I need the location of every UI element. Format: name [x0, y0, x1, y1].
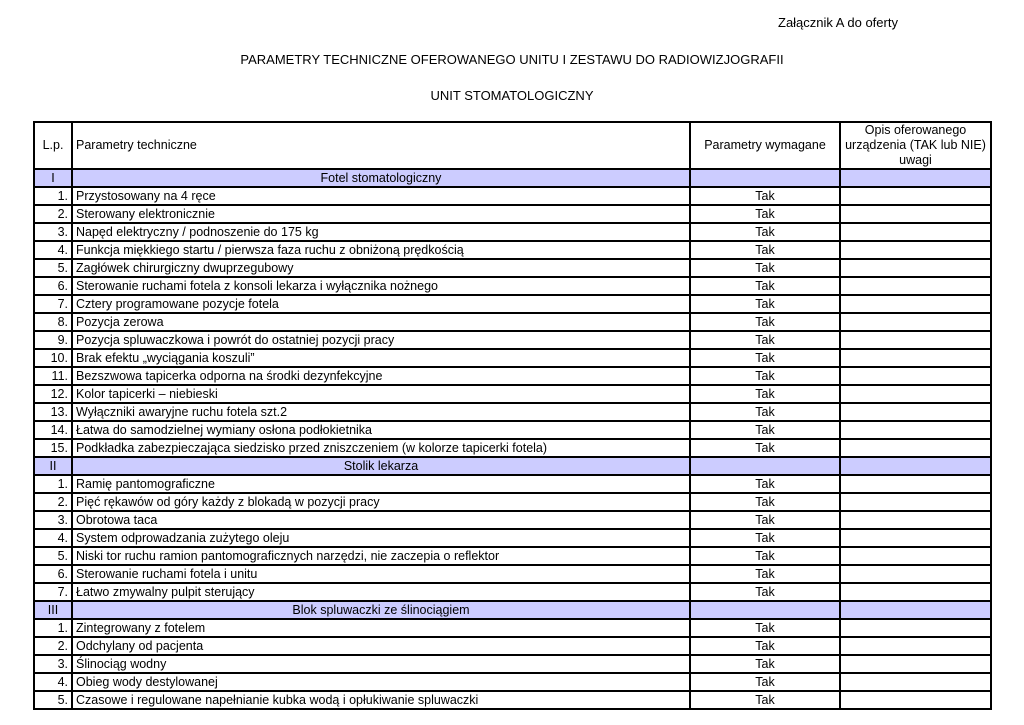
table-row — [34, 349, 991, 367]
column-header-required: Parametry wymagane — [690, 122, 840, 169]
parameter-cell: Obrotowa taca — [72, 511, 690, 529]
table-row — [34, 403, 991, 421]
table-row — [34, 439, 991, 457]
parameter-cell: Kolor tapicerki – niebieski — [72, 385, 690, 403]
section-offered-cell — [840, 169, 991, 187]
column-header-offered: Opis oferowanego urządzenia (TAK lub NIE) uwagi — [840, 122, 991, 169]
table-row — [34, 385, 991, 403]
row-number: 10. — [34, 349, 72, 367]
required-value-cell: Tak — [690, 619, 840, 637]
parameter-cell: Odchylany od pacjenta — [72, 637, 690, 655]
required-value-cell: Tak — [690, 223, 840, 241]
row-number: 6. — [34, 565, 72, 583]
table-row — [34, 331, 991, 349]
section-header-row — [34, 457, 991, 475]
offered-description-cell[interactable] — [840, 655, 991, 673]
required-value-cell: Tak — [690, 475, 840, 493]
row-number: 5. — [34, 547, 72, 565]
table-row — [34, 313, 991, 331]
required-value-cell: Tak — [690, 205, 840, 223]
row-number: 1. — [34, 187, 72, 205]
table-row — [34, 241, 991, 259]
parameter-cell: Sterowanie ruchami fotela z konsoli lekarza i wyłącznika nożnego — [72, 277, 690, 295]
required-value-cell: Tak — [690, 331, 840, 349]
column-header-lp: L.p. — [34, 122, 72, 169]
offered-description-cell[interactable] — [840, 511, 991, 529]
annex-label: Załącznik A do oferty — [778, 15, 898, 30]
required-value-cell: Tak — [690, 565, 840, 583]
parameter-cell: Zagłówek chirurgiczny dwuprzegubowy — [72, 259, 690, 277]
offered-description-cell[interactable] — [840, 223, 991, 241]
table-row — [34, 637, 991, 655]
offered-description-cell[interactable] — [840, 673, 991, 691]
column-header-params: Parametry techniczne — [72, 122, 690, 169]
parameter-cell: Funkcja miękkiego startu / pierwsza faza ruchu z obniżoną prędkością — [72, 241, 690, 259]
row-number: 3. — [34, 655, 72, 673]
offered-description-cell[interactable] — [840, 295, 991, 313]
parameter-cell: Obieg wody destylowanej — [72, 673, 690, 691]
offered-description-cell[interactable] — [840, 349, 991, 367]
table-row — [34, 223, 991, 241]
parameter-cell: Łatwa do samodzielnej wymiany osłona podłokietnika — [72, 421, 690, 439]
required-value-cell: Tak — [690, 241, 840, 259]
offered-description-cell[interactable] — [840, 421, 991, 439]
section-required-cell — [690, 169, 840, 187]
parameter-cell: System odprowadzania zużytego oleju — [72, 529, 690, 547]
parameter-cell: Przystosowany na 4 ręce — [72, 187, 690, 205]
table-row — [34, 583, 991, 601]
row-number: 9. — [34, 331, 72, 349]
table-row — [34, 259, 991, 277]
offered-description-cell[interactable] — [840, 529, 991, 547]
table-row — [34, 205, 991, 223]
offered-description-cell[interactable] — [840, 565, 991, 583]
section-title: Fotel stomatologiczny — [72, 169, 690, 187]
parameter-cell: Napęd elektryczny / podnoszenie do 175 kg — [72, 223, 690, 241]
table-row — [34, 277, 991, 295]
required-value-cell: Tak — [690, 295, 840, 313]
table-row — [34, 691, 991, 709]
table-body — [34, 169, 991, 709]
section-offered-cell — [840, 601, 991, 619]
row-number: 5. — [34, 691, 72, 709]
parameter-cell: Łatwo zmywalny pulpit sterujący — [72, 583, 690, 601]
parameter-cell: Bezszwowa tapicerka odporna na środki dezynfekcyjne — [72, 367, 690, 385]
section-number: II — [34, 457, 72, 475]
required-value-cell: Tak — [690, 385, 840, 403]
required-value-cell: Tak — [690, 511, 840, 529]
section-title: Blok spluwaczki ze ślinociągiem — [72, 601, 690, 619]
required-value-cell: Tak — [690, 655, 840, 673]
section-header-row — [34, 169, 991, 187]
offered-description-cell[interactable] — [840, 493, 991, 511]
section-required-cell — [690, 457, 840, 475]
parameter-cell: Sterowanie ruchami fotela i unitu — [72, 565, 690, 583]
required-value-cell: Tak — [690, 637, 840, 655]
offered-description-cell[interactable] — [840, 241, 991, 259]
row-number: 6. — [34, 277, 72, 295]
row-number: 2. — [34, 205, 72, 223]
row-number: 2. — [34, 637, 72, 655]
section-required-cell — [690, 601, 840, 619]
parameter-cell: Pozycja zerowa — [72, 313, 690, 331]
document-title: PARAMETRY TECHNICZNE OFEROWANEGO UNITU I ZESTAWU DO RADIOWIZJOGRAFII — [240, 52, 784, 67]
parameter-cell: Ślinociąg wodny — [72, 655, 690, 673]
required-value-cell: Tak — [690, 187, 840, 205]
offered-description-cell[interactable] — [840, 691, 991, 709]
required-value-cell: Tak — [690, 691, 840, 709]
offered-description-cell[interactable] — [840, 367, 991, 385]
row-number: 2. — [34, 493, 72, 511]
required-value-cell: Tak — [690, 277, 840, 295]
row-number: 7. — [34, 295, 72, 313]
row-number: 14. — [34, 421, 72, 439]
table-row — [34, 511, 991, 529]
table-row — [34, 529, 991, 547]
parameter-cell: Czasowe i regulowane napełnianie kubka wodą i opłukiwanie spluwaczki — [72, 691, 690, 709]
row-number: 3. — [34, 511, 72, 529]
offered-description-cell[interactable] — [840, 187, 991, 205]
table-row — [34, 367, 991, 385]
table-row — [34, 547, 991, 565]
table-row — [34, 673, 991, 691]
parameter-cell: Sterowany elektronicznie — [72, 205, 690, 223]
table-row — [34, 421, 991, 439]
offered-description-cell[interactable] — [840, 331, 991, 349]
parameter-cell: Pięć rękawów od góry każdy z blokadą w pozycji pracy — [72, 493, 690, 511]
required-value-cell: Tak — [690, 259, 840, 277]
row-number: 8. — [34, 313, 72, 331]
required-value-cell: Tak — [690, 529, 840, 547]
required-value-cell: Tak — [690, 547, 840, 565]
table-row — [34, 565, 991, 583]
section-number: III — [34, 601, 72, 619]
offered-description-cell[interactable] — [840, 205, 991, 223]
required-value-cell: Tak — [690, 493, 840, 511]
section-number: I — [34, 169, 72, 187]
offered-description-cell[interactable] — [840, 277, 991, 295]
row-number: 4. — [34, 529, 72, 547]
offered-description-cell[interactable] — [840, 475, 991, 493]
row-number: 13. — [34, 403, 72, 421]
required-value-cell: Tak — [690, 313, 840, 331]
section-offered-cell — [840, 457, 991, 475]
required-value-cell: Tak — [690, 583, 840, 601]
table-row — [34, 475, 991, 493]
table-row — [34, 187, 991, 205]
document-subtitle: UNIT STOMATOLOGICZNY — [430, 88, 594, 103]
row-number: 5. — [34, 259, 72, 277]
required-value-cell: Tak — [690, 349, 840, 367]
offered-description-cell[interactable] — [840, 619, 991, 637]
parameters-table — [33, 121, 992, 710]
required-value-cell: Tak — [690, 421, 840, 439]
row-number: 11. — [34, 367, 72, 385]
row-number: 4. — [34, 241, 72, 259]
offered-description-cell[interactable] — [840, 547, 991, 565]
required-value-cell: Tak — [690, 439, 840, 457]
section-header-row — [34, 601, 991, 619]
parameter-cell: Podkładka zabezpieczająca siedzisko przed zniszczeniem (w kolorze tapicerki fotela) — [72, 439, 690, 457]
required-value-cell: Tak — [690, 673, 840, 691]
section-title: Stolik lekarza — [72, 457, 690, 475]
required-value-cell: Tak — [690, 367, 840, 385]
offered-description-cell[interactable] — [840, 385, 991, 403]
row-number: 7. — [34, 583, 72, 601]
row-number: 15. — [34, 439, 72, 457]
offered-description-cell[interactable] — [840, 259, 991, 277]
parameter-cell: Brak efektu „wyciągania koszuli” — [72, 349, 690, 367]
required-value-cell: Tak — [690, 403, 840, 421]
parameter-cell: Niski tor ruchu ramion pantomograficznych narzędzi, nie zaczepia o reflektor — [72, 547, 690, 565]
offered-description-cell[interactable] — [840, 637, 991, 655]
table-row — [34, 619, 991, 637]
parameter-cell: Zintegrowany z fotelem — [72, 619, 690, 637]
row-number: 3. — [34, 223, 72, 241]
table-row — [34, 493, 991, 511]
row-number: 1. — [34, 475, 72, 493]
offered-description-cell[interactable] — [840, 583, 991, 601]
offered-description-cell[interactable] — [840, 313, 991, 331]
table-row — [34, 295, 991, 313]
offered-description-cell[interactable] — [840, 439, 991, 457]
table-header-row — [34, 122, 991, 169]
row-number: 12. — [34, 385, 72, 403]
row-number: 4. — [34, 673, 72, 691]
offered-description-cell[interactable] — [840, 403, 991, 421]
parameter-cell: Cztery programowane pozycje fotela — [72, 295, 690, 313]
table-row — [34, 655, 991, 673]
parameter-cell: Ramię pantomograficzne — [72, 475, 690, 493]
parameter-cell: Wyłączniki awaryjne ruchu fotela szt.2 — [72, 403, 690, 421]
row-number: 1. — [34, 619, 72, 637]
parameter-cell: Pozycja spluwaczkowa i powrót do ostatniej pozycji pracy — [72, 331, 690, 349]
